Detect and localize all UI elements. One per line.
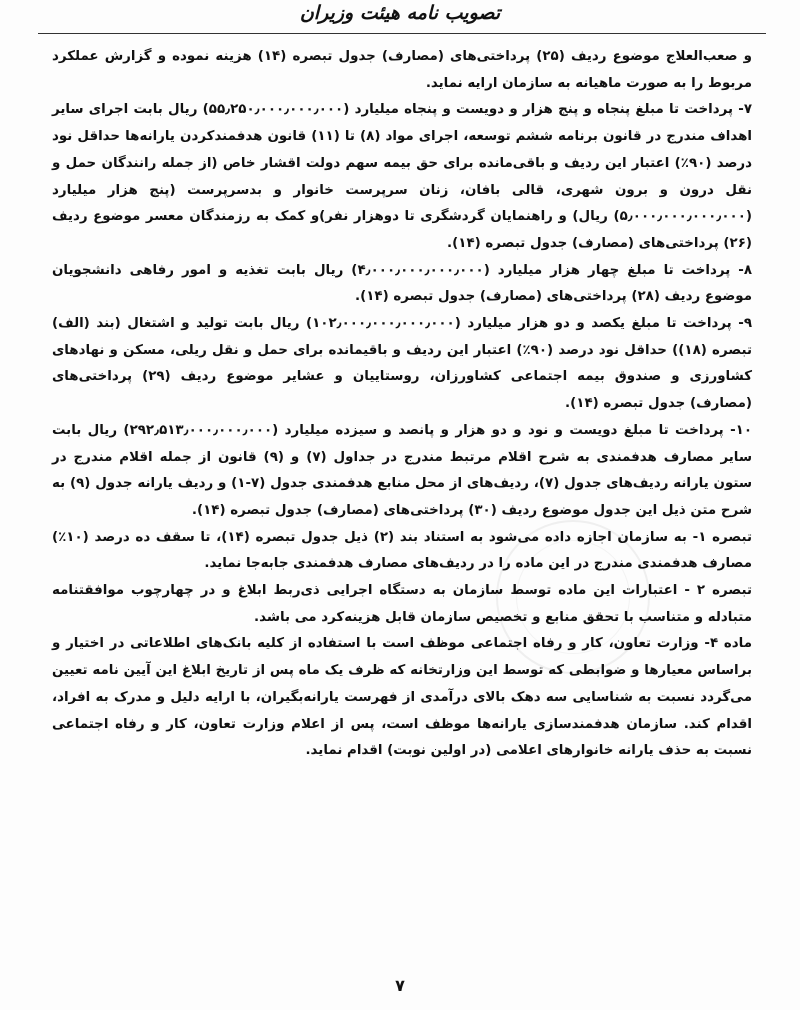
- paragraph-text: پرداخت تا مبلغ یکصد و دو هزار میلیارد (۱۰۲٫۰۰۰٫۰۰۰٫۰۰۰٫۰۰۰) ریال بابت تولید و اشتغال (بند (الف) تبصره (۱۸)) حداقل نود درصد (۹۰٪) اعتبار این ردیف و باقیمانده برای حمل و نقل ریلی، مسکن و نهادهای کشاورزی و صندوق بیمه اجتماعی کشاورزان، روستاییان و عشایر موضوع ردیف (۲۹) پرداختی‌های (مصارف) جدول تبصره (۱۴).: [52, 316, 752, 412]
- header-rule: [38, 33, 766, 34]
- paragraph-lead: تبصره ۱-: [692, 529, 752, 545]
- paragraph-note-2: [52, 578, 752, 631]
- paragraph-note-1: [52, 525, 752, 578]
- paragraph-continuation: [52, 44, 752, 97]
- page-header-title: تصویب نامه هیئت وزیران: [299, 2, 501, 24]
- paragraph-text: اعتبارات این ماده توسط سازمان به دستگاه اجرایی ذی‌ربط ابلاغ و در چهارچوب موافقتنامه متبادله و متناسب با تحقق منابع و تخصیص سازمان قابل هزینه‌کرد می باشد.: [52, 583, 752, 625]
- page-number: ۷: [395, 976, 405, 995]
- paragraph-lead: ۸-: [738, 262, 752, 278]
- paragraph-item-10: [52, 418, 752, 525]
- paragraph-text: وزارت تعاون، کار و رفاه اجتماعی موظف است با استفاده از کلیه بانک‌های اطلاعاتی در اختیار و براساس معیارها و ضوابطی که توسط این وزارتخانه که ظرف یک ماه پس از تاریخ ابلاغ این آیین نامه تعیین می‌گردد نسبت به شناسایی سه دهک بالای درآمدی از فهرست یارانه‌بگیران، با ارایه دلیل و مدرک به افراد، اقدام کند. سازمان هدفمندسازی یارانه‌ها موظف است، پس از اعلام وزارت تعاون، کار و رفاه اجتماعی نسبت به حذف یارانه خانوارهای اعلامی (در اولین نوبت) اقدام نماید.: [52, 636, 752, 759]
- paragraph-text: پرداخت تا مبلغ چهار هزار میلیارد (۴٫۰۰۰٫۰۰۰٫۰۰۰٫۰۰۰) ریال بابت تغذیه و امور رفاهی دانشجویان موضوع ردیف (۲۸) پرداختی‌های (مصارف) جدول تبصره (۱۴).: [52, 262, 752, 305]
- paragraph-lead: ۹-: [738, 316, 752, 332]
- document-body: [52, 44, 752, 765]
- paragraph-lead: تبصره ۲ -: [684, 583, 752, 599]
- paragraph-article-4: [52, 631, 752, 765]
- paragraph-lead: ۱۰-: [730, 422, 752, 438]
- paragraph-text: و صعب‌العلاج موضوع ردیف (۲۵) پرداختی‌های (مصارف) جدول تبصره (۱۴) هزینه نموده و گزارش عملکرد مربوط را به صورت ماهیانه به سازمان ارایه نماید.: [52, 49, 752, 91]
- paragraph-item-9: [52, 311, 752, 418]
- paragraph-text: پرداخت تا مبلغ پنجاه و پنج هزار و دویست و پنجاه میلیارد (۵۵٫۲۵۰٫۰۰۰٫۰۰۰٫۰۰۰) ریال بابت اجرای سایر اهداف مندرج در قانون برنامه ششم توسعه، اجرای مواد (۸) تا (۱۱) قانون هدفمندکردن یارانه‌ها حداقل نود درصد (۹۰٪) اعتبار این ردیف و باقی‌مانده برای حق بیمه سهم دولت اقشار خاص (از جمله رانندگان حمل و نقل درون و برون شهری، قالی بافان، زنان سرپرست خانوار و بدسرپرست (پنج هزار میلیارد (۵٫۰۰۰٫۰۰۰٫۰۰۰٫۰۰۰) ریال) و راهنمایان گردشگری تا دوهزار نفر)و کمک به رزمندگان معسر موضوع ردیف (۲۶) پرداختی‌های (مصارف) جدول تبصره (۱۴).: [52, 102, 752, 251]
- paragraph-lead: ۷-: [738, 102, 752, 118]
- paragraph-lead: ماده ۴-: [704, 636, 752, 652]
- paragraph-item-8: [52, 258, 752, 311]
- paragraph-text: پرداخت تا مبلغ دویست و نود و دو هزار و پانصد و سیزده میلیارد (۲۹۲٫۵۱۳٫۰۰۰٫۰۰۰٫۰۰۰) ریال بابت سایر مصارف هدفمندی به شرح اقلام مرتبط مندرج در جداول (۷) و (۹) قانون از جمله اقلام مندرج در ستون یارانه ردیف‌های جدول (۷)، ردیف‌های از محل منابع هدفمندی جدول (۷-۱) و ردیف یارانه جدول (۹) به شرح متن ذیل این جدول موضوع ردیف (۳۰) پرداختی‌های (مصارف) جدول تبصره (۱۴).: [52, 422, 752, 518]
- paragraph-text: به سازمان اجازه داده می‌شود به استناد بند (۲) ذیل جدول تبصره (۱۴)، تا سقف ده درصد (۱۰٪) مصارف هدفمندی مندرج در این ماده را در ردیف‌های مصارف هدفمندی جابه‌جا نماید.: [52, 529, 752, 572]
- paragraph-item-7: [52, 97, 752, 257]
